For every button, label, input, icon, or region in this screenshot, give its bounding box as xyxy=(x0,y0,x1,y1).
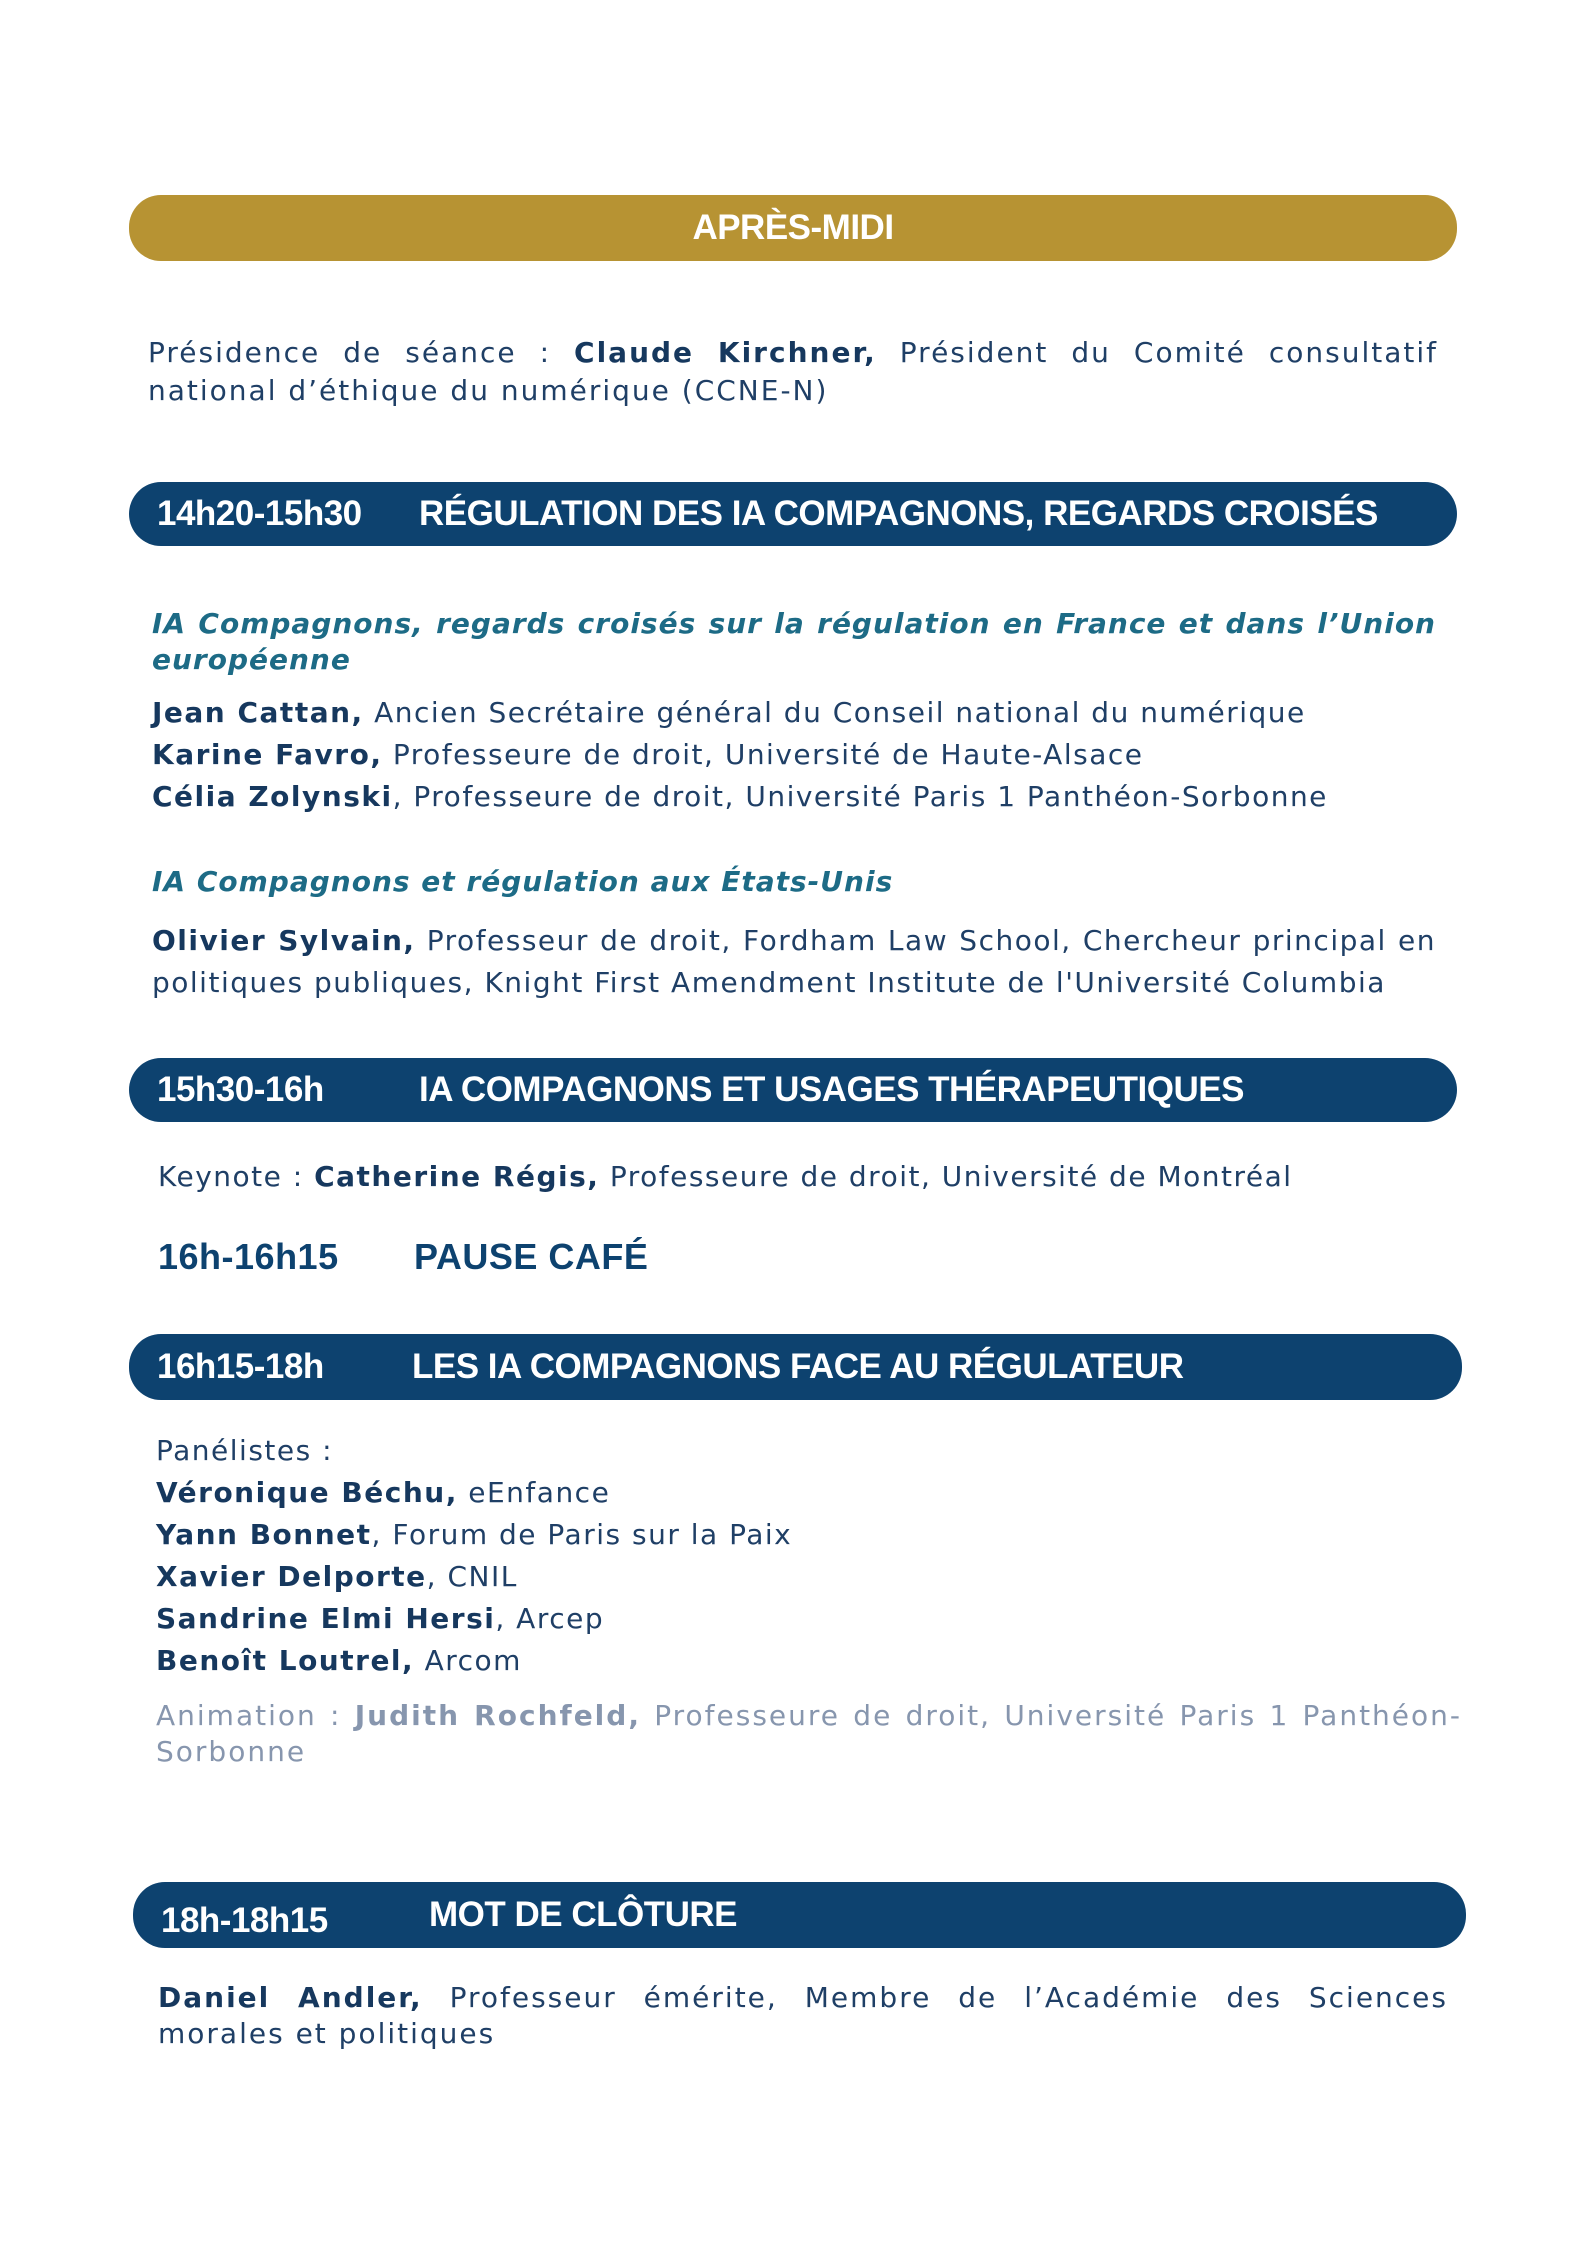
panelist-name: Véronique Béchu, xyxy=(156,1476,458,1509)
presidence-label: Présidence de séance : xyxy=(148,336,575,369)
speaker-name: Olivier Sylvain, xyxy=(152,924,416,957)
session-1-header xyxy=(129,482,1457,546)
session-1-subtitle-1: IA Compagnons, regards croisés sur la régulation en France et dans l’Union européenne xyxy=(152,607,1436,676)
speaker-jean-cattan xyxy=(152,692,1306,734)
panelist-role: , CNIL xyxy=(426,1560,518,1593)
panelist-role: Arcom xyxy=(414,1644,522,1677)
pause-time: 16h-16h15 xyxy=(158,1236,339,1277)
keynote-role: Professeure de droit, Université de Montréal xyxy=(599,1160,1293,1193)
panelist-role: , Arcep xyxy=(495,1602,605,1635)
panelist-name: Sandrine Elmi Hersi xyxy=(156,1602,496,1635)
panelist-name: Xavier Delporte xyxy=(156,1560,427,1593)
speaker-role: Professeur de droit, Fordham Law School, Chercheur principal en politiques publiques, Knight First Amendment Institute de l'Université Columbia xyxy=(152,924,1436,999)
closing-speaker xyxy=(158,1980,1448,2052)
animation-label: Animation : xyxy=(156,1699,355,1732)
speaker-role: Professeure de droit, Université de Haute-Alsace xyxy=(382,738,1144,771)
presidence-name: Claude Kirchner, xyxy=(574,336,877,369)
keynote-name: Catherine Régis, xyxy=(314,1160,600,1193)
panelist-role: eEnfance xyxy=(457,1476,611,1509)
panel-label: Panélistes : xyxy=(156,1434,334,1467)
keynote-label: Keynote : xyxy=(158,1160,315,1193)
afternoon-header xyxy=(129,195,1457,261)
session-2-header xyxy=(129,1058,1457,1122)
panelist-name: Yann Bonnet xyxy=(156,1518,372,1551)
speaker-role: Ancien Secrétaire général du Conseil national du numérique xyxy=(363,696,1306,729)
panelist-benoit-loutrel xyxy=(156,1640,522,1682)
speaker-name: Jean Cattan, xyxy=(152,696,364,729)
speaker-karine-favro xyxy=(152,734,1143,776)
session-4-title: MOT DE CLÔTURE xyxy=(429,1895,737,1934)
pause-title: PAUSE CAFÉ xyxy=(414,1236,649,1277)
animation-name: Judith Rochfeld, xyxy=(354,1699,641,1732)
panelist-role: , Forum de Paris sur la Paix xyxy=(371,1518,793,1551)
speaker-celia-zolynski xyxy=(152,776,1328,818)
closing-speaker-name: Daniel Andler, xyxy=(158,1981,423,2014)
session-1-subtitle-2: IA Compagnons et régulation aux États-Unis xyxy=(152,865,894,898)
session-2-time: 15h30-16h xyxy=(157,1070,324,1109)
keynote-line xyxy=(158,1156,1293,1198)
session-1-title: RÉGULATION DES IA COMPAGNONS, REGARDS CROISÉS xyxy=(419,494,1378,533)
session-4-time: 18h-18h15 xyxy=(161,1901,328,1940)
panelist-xavier-delporte xyxy=(156,1556,518,1598)
animation-line xyxy=(156,1698,1462,1770)
speaker-role: , Professeure de droit, Université Paris 1 Panthéon-Sorbonne xyxy=(392,780,1328,813)
session-1-time: 14h20-15h30 xyxy=(157,494,362,533)
panelist-sandrine-elmi-hersi xyxy=(156,1598,604,1640)
speaker-olivier-sylvain xyxy=(152,920,1436,1004)
panelist-veronique-bechu xyxy=(156,1472,610,1514)
presidence-line xyxy=(148,334,1438,410)
speaker-name: Célia Zolynski xyxy=(152,780,393,813)
session-3-header xyxy=(129,1334,1462,1400)
afternoon-title: APRÈS-MIDI xyxy=(692,208,894,247)
session-3-time: 16h15-18h xyxy=(157,1347,324,1386)
session-2-title: IA COMPAGNONS ET USAGES THÉRAPEUTIQUES xyxy=(419,1070,1244,1109)
panelist-name: Benoît Loutrel, xyxy=(156,1644,415,1677)
closing-speaker-role: Professeur émérite, Membre de l’Académie des Sciences morales et politiques xyxy=(158,1981,1448,2050)
speaker-name: Karine Favro, xyxy=(152,738,383,771)
panelist-yann-bonnet xyxy=(156,1514,792,1556)
session-3-title: LES IA COMPAGNONS FACE AU RÉGULATEUR xyxy=(412,1347,1184,1386)
session-4-header xyxy=(133,1882,1466,1948)
presidence-role: Président du Comité consultatif national d’éthique du numérique (CCNE-N) xyxy=(148,336,1438,407)
animation-role: Professeure de droit, Université Paris 1 Panthéon-Sorbonne xyxy=(156,1699,1462,1768)
